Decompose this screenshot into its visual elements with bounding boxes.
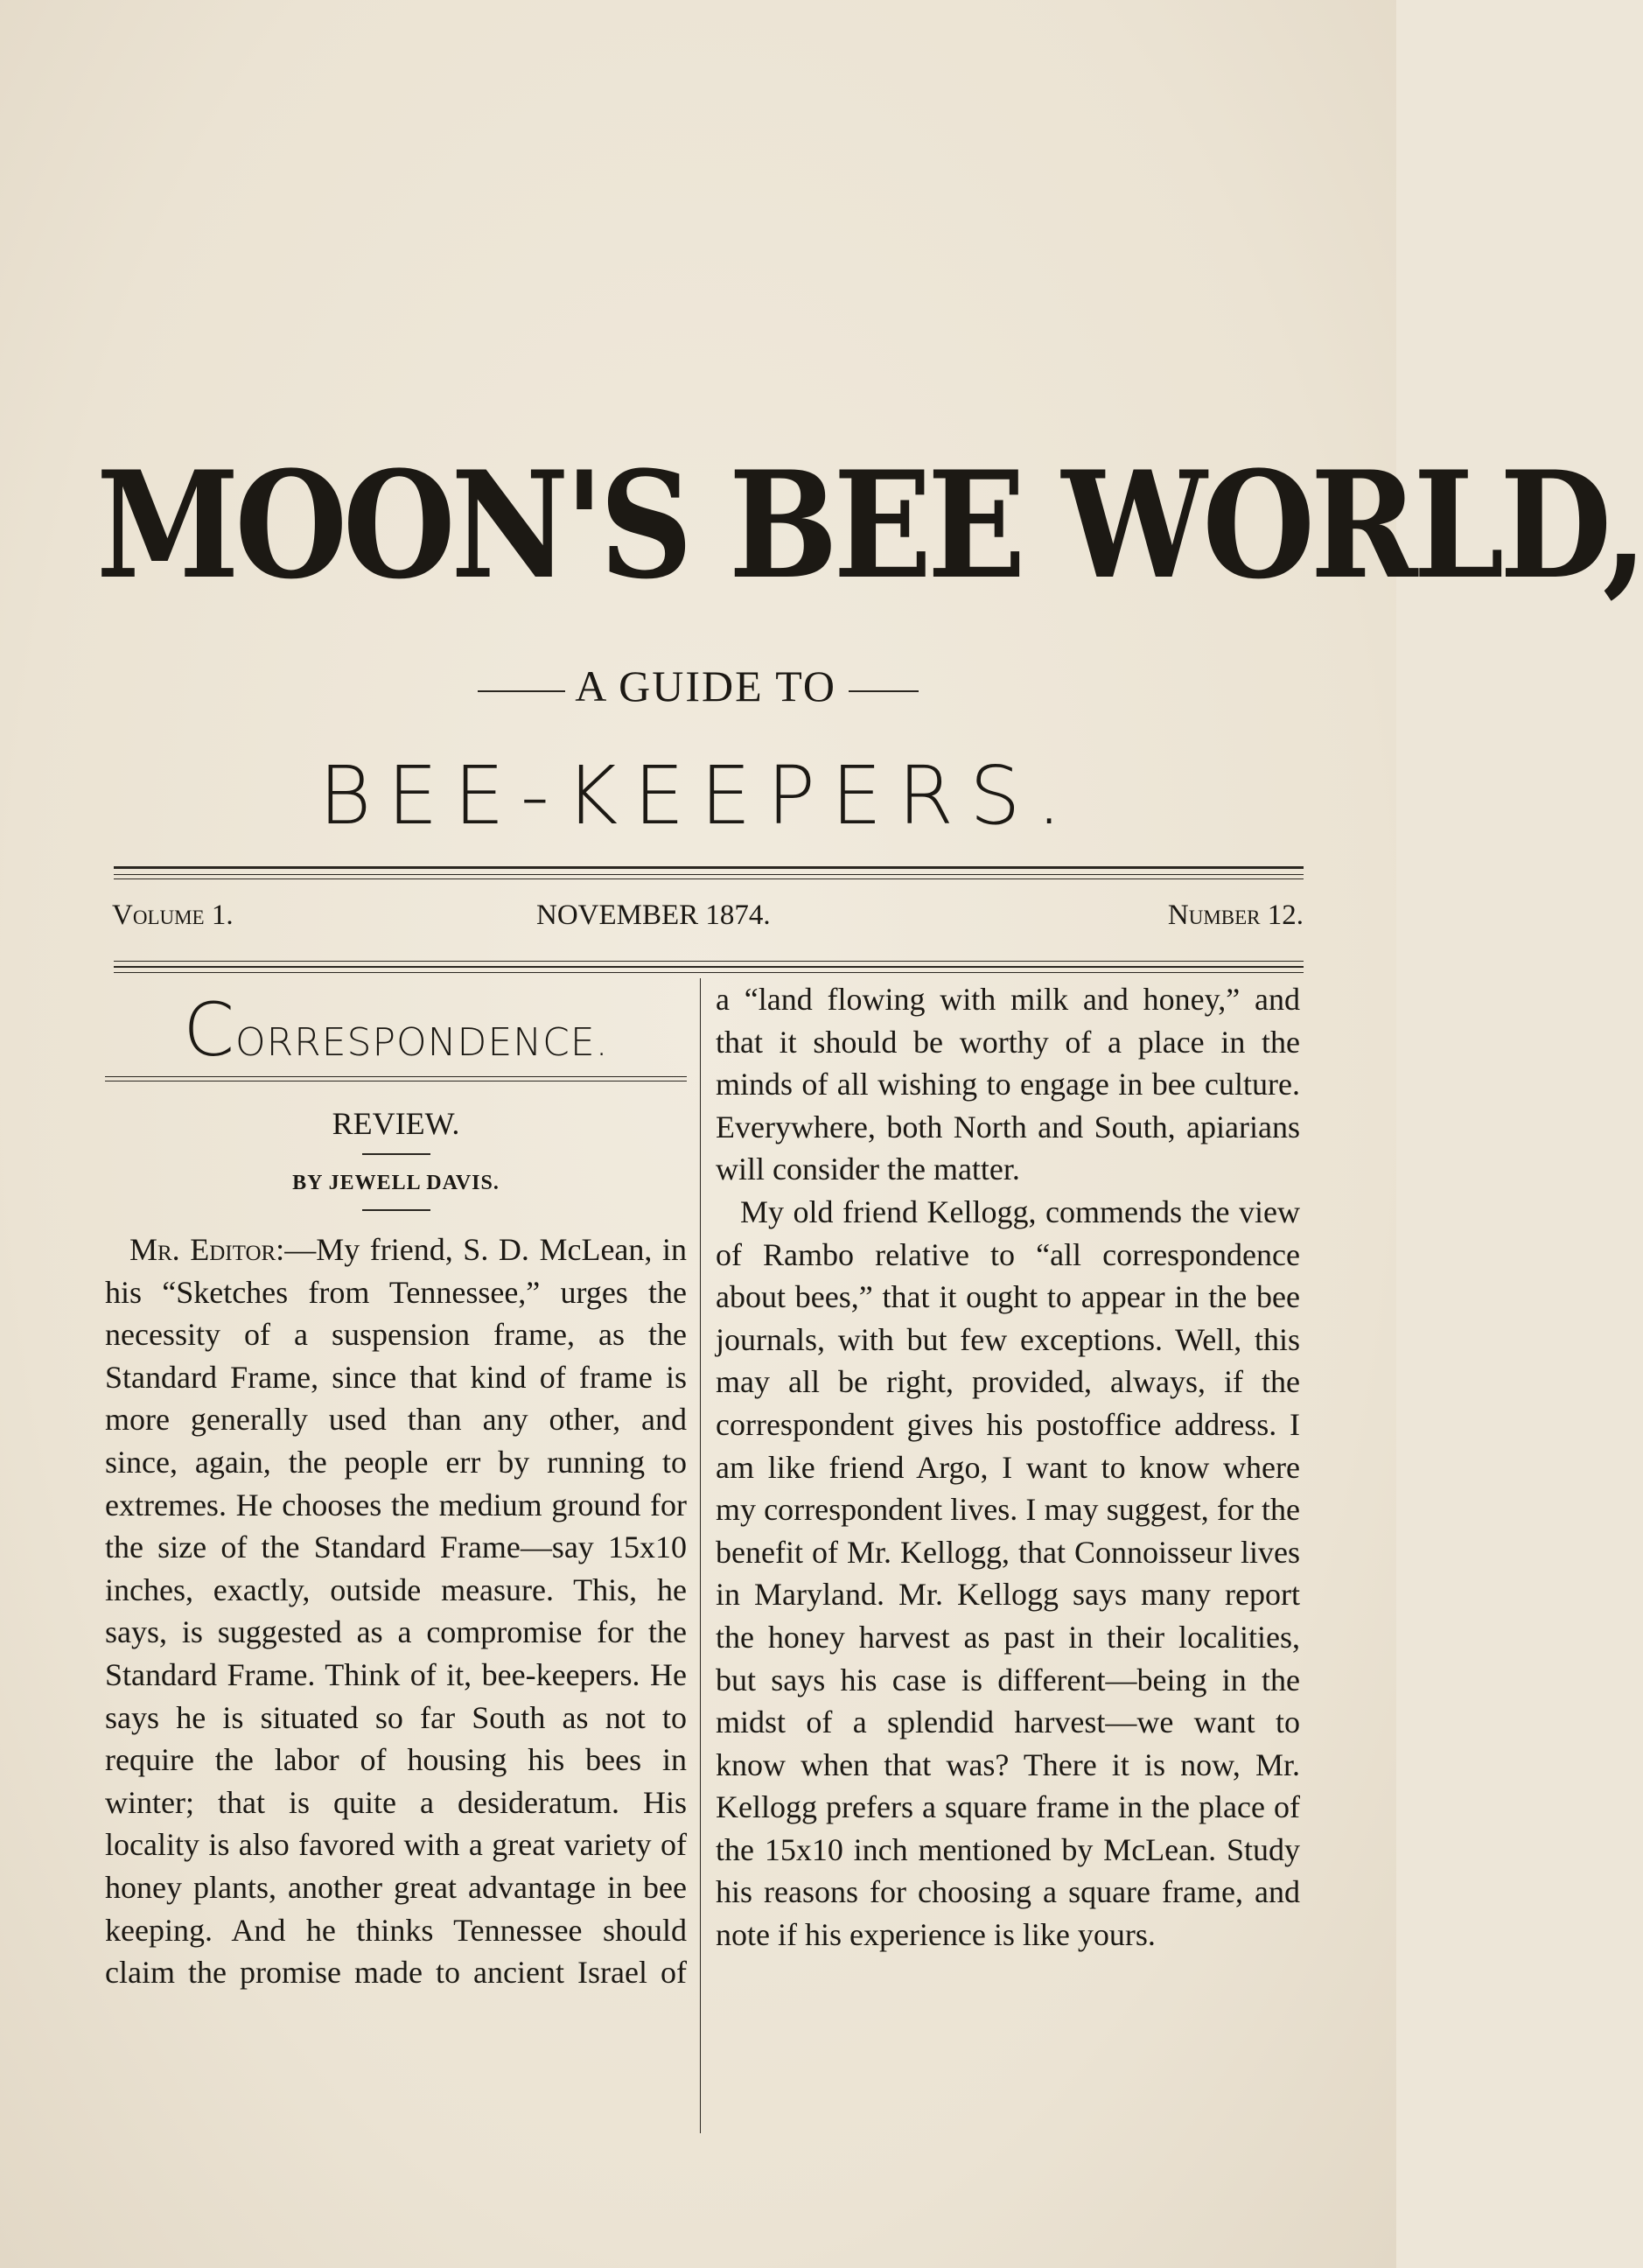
left-dash [478, 690, 565, 692]
right-dash [849, 690, 919, 692]
left-column [105, 978, 687, 1994]
article-paragraph-continued: a “land flowing with milk and honey,” and that it should be worthy of a place in the minds of all wishing to engage in bee culture. Everywhere, both North and South, apiarians will consider the matter. [716, 982, 1300, 1187]
section-initial: C [183, 987, 235, 1073]
section-title [105, 978, 687, 1073]
volume-label: Volume 1. [112, 900, 234, 931]
issue-date: NOVEMBER 1874. [536, 900, 771, 931]
header-rule [114, 866, 1304, 879]
article-paragraph-2: My old friend Kellogg, commends the view of Rambo relative to “all correspondence about bees,” that it ought to appear in the bee journals, with but few exceptions. Well, this may all be right, provided, always, if the correspondent gives his postoffice address. I am like friend Argo, I want to know where my correspondent lives. I may suggest, for the benefit of Mr. Kellogg, that Connoisseur lives in Maryland. Mr. Kellogg says many report the honey harvest as past in their localities, but says his case is different—being in the midst of a splendid harvest—we want to know when that was? There it is now, Mr. Kellogg prefers a square frame in the place of the 15x10 inch mentioned by McLean. Study his reasons for choosing a square frame, and note if his experience is like yours. [716, 1194, 1300, 1953]
left-column-text: —My friend, S. D. McLean, in his “Sketches from Tennessee,” urges the necessity of a suspension frame, as the Standard Frame, since that kind of frame is more generally used than any other, and since, again, the people err by running to extremes. He chooses the medium ground for the size of the Standard Frame—say 15x10 inches, exactly, outside measure. This, he says, is suggested as a compromise for the Standard Frame. Think of it, bee-keepers. He says he is situated so far South as not to require the labor of housing his bees in winter; that is quite a desideratum. His locality is also favored with a great variety of honey plants, another great advantage in bee keeping. And he thinks Tennessee should claim the promise made to ancient Israel of [105, 1232, 687, 1991]
salutation: Mr. Editor: [129, 1232, 285, 1267]
subtitle-text: A GUIDE TO [575, 662, 836, 710]
article-title: REVIEW. [332, 1106, 460, 1141]
number-label: Number 12. [1167, 900, 1304, 931]
masthead-subtitle [0, 661, 1396, 711]
issue-line [112, 900, 1304, 943]
section-title-rest: ORRESPONDENCE. [234, 1020, 609, 1065]
column-divider [700, 978, 701, 2133]
issue-rule [114, 961, 1304, 973]
article-byline: BY JEWELL DAVIS. [292, 1172, 500, 1194]
section-rule [105, 1076, 687, 1077]
right-column [716, 978, 1300, 1956]
title-rule [362, 1153, 430, 1155]
article-paragraph-1 [105, 1228, 687, 1994]
byline-rule [362, 1209, 430, 1211]
masthead-audience: BEE-KEEPERS. [318, 749, 1078, 843]
masthead-title: MOON'S BEE WORLD, [96, 438, 1643, 612]
section-rule-2 [105, 1081, 687, 1082]
